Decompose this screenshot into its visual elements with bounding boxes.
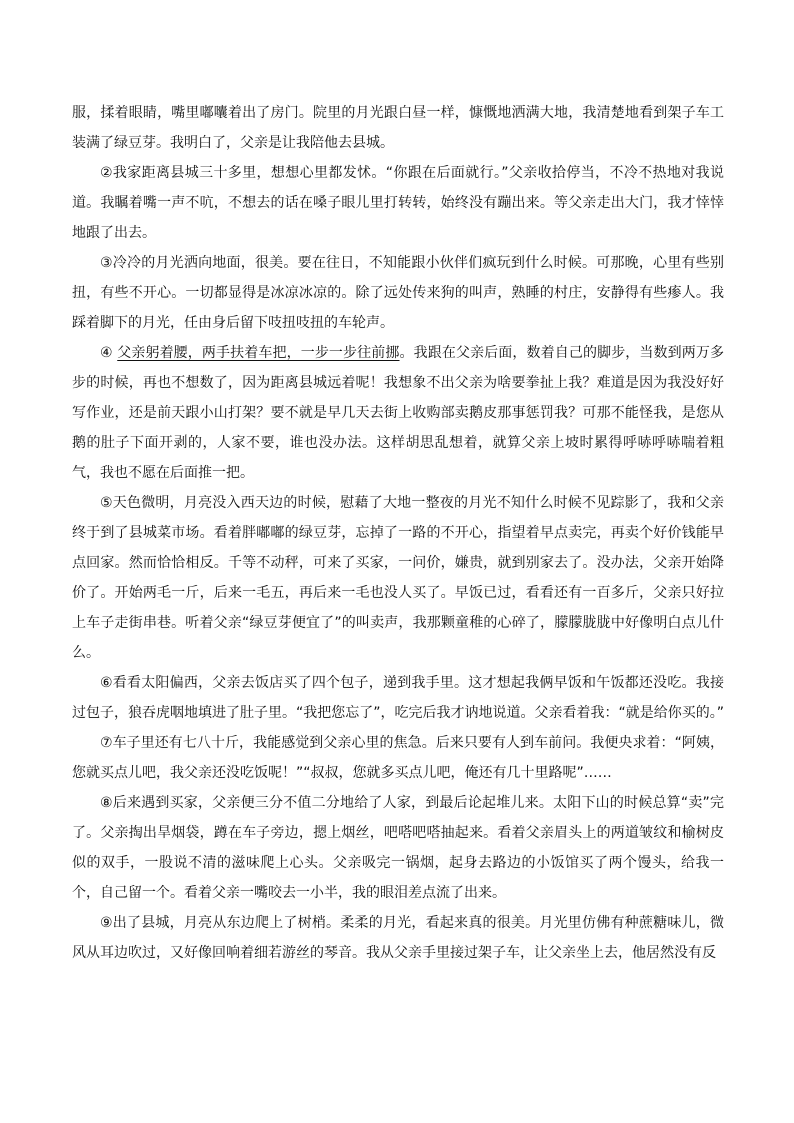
paragraph-continuation: 服，揉着眼睛，嘴里嘟囔着出了房门。院里的月光跟白昼一样，慷慨地洒满大地，我清楚地看到架子车工装满了绿豆芽。我明白了，父亲是让我陪他去县城。 [72, 105, 724, 151]
paragraph-7: ⑦车子里还有七八十斤，我能感觉到父亲心里的焦急。后来只要有人到车前问。我便央求着：“阿姨，您就买点儿吧，我父亲还没吃饭呢！”“叔叔，您就多买点儿吧，俺还有几十里路呢”…… [72, 735, 724, 781]
underlined-sentence: 父亲躬着腰，两手扶着车把，一步一步往前挪 [117, 345, 400, 361]
paragraph-3: ③冷冷的月光洒向地面，很美。要在往日，不知能跟小伙伴们疯玩到什么时候。可那晚，心里有些别扭，有些不开心。一切都显得是冰凉冰凉的。除了远处传来狗的叫声，熟睡的村庄，安静得有些瘆人。我踩着脚下的月光，任由身后留下吱扭吱扭的车轮声。 [72, 255, 724, 331]
paragraph-6: ⑥看看太阳偏西，父亲去饭店买了四个包子，递到我手里。这才想起我俩早饭和午饭都还没吃。我接过包子，狼吞虎咽地填进了肚子里。“我把您忘了”，吃完后我才讷地说道。父亲看着我：“就是给你买的。” [72, 675, 725, 721]
article-body [72, 98, 724, 968]
paragraph-2: ②我家距离县城三十多里，想想心里都发怵。“你跟在后面就行。”父亲收拾停当，不冷不热地对我说道。我瞩着嘴一声不吭，不想去的话在嗓子眼儿里打转转，始终没有蹦出来。等父亲走出大门，我才悻悻地跟了出去。 [72, 165, 724, 241]
paragraph-8: ⑧后来遇到买家，父亲便三分不值二分地给了人家，到最后论起堆儿来。太阳下山的时候总算“卖”完了。父亲掏出旱烟袋，蹲在车子旁边，摁上烟丝，吧嗒吧嗒抽起来。看着父亲眉头上的两道皱纹和榆树皮似的双手，一股说不清的滋味爬上心头。父亲吸完一锅烟，起身去路边的小饭馆买了两个馒头，给我一个，自己留一个。看着父亲一嘴咬去一小半，我的眼泪差点流了出来。 [72, 795, 724, 901]
paragraph-5: ⑤天色微明，月亮没入西天边的时候，慰藉了大地一整夜的月光不知什么时候不见踪影了，我和父亲终于到了县城菜市场。看着胖嘟嘟的绿豆芽，忘掉了一路的不开心，指望着早点卖完，再卖个好价钱能早点回家。然而恰恰相反。千等不动秤，可来了买家，一问价，嫌贵，就到别家去了。没办法，父亲开始降价了。开始两毛一斤，后来一毛五，再后来一毛也没人买了。早饭已过，看看还有一百多斤，父亲只好拉上车子走街串巷。听着父亲“绿豆芽便宜了”的叫卖声，我那颗童稚的心碎了，朦朦胧胧中好像明白点儿什么。 [72, 495, 724, 661]
paragraph-9: ⑨出了县城，月亮从东边爬上了树梢。柔柔的月光，看起来真的很美。月光里仿佛有种蔗糖味儿，微风从耳边吹过，又好像回响着细若游丝的琴音。我从父亲手里接过架子车，让父亲坐上去，他居然没有反 [72, 915, 724, 961]
paragraph-4-number: ④ [100, 345, 118, 361]
paragraph-4 [72, 338, 724, 488]
paragraph-4-rest: 。我跟在父亲后面，数着自己的脚步，当数到两万多步的时候，再也不想数了，因为距离县城远着呢！我想象不出父亲为啥要拳扯上我？难道是因为我没好好写作业，还是前天跟小山打架？要不就是早几天去街上收购部卖鹅皮那事惩罚我？可那不能怪我，是您从鹅的肚子下面开剥的，人家不要，谁也没办法。这样胡思乱想着，就算父亲上坡时累得呼哧呼哧喘着粗气，我也不愿在后面推一把。 [72, 345, 724, 481]
